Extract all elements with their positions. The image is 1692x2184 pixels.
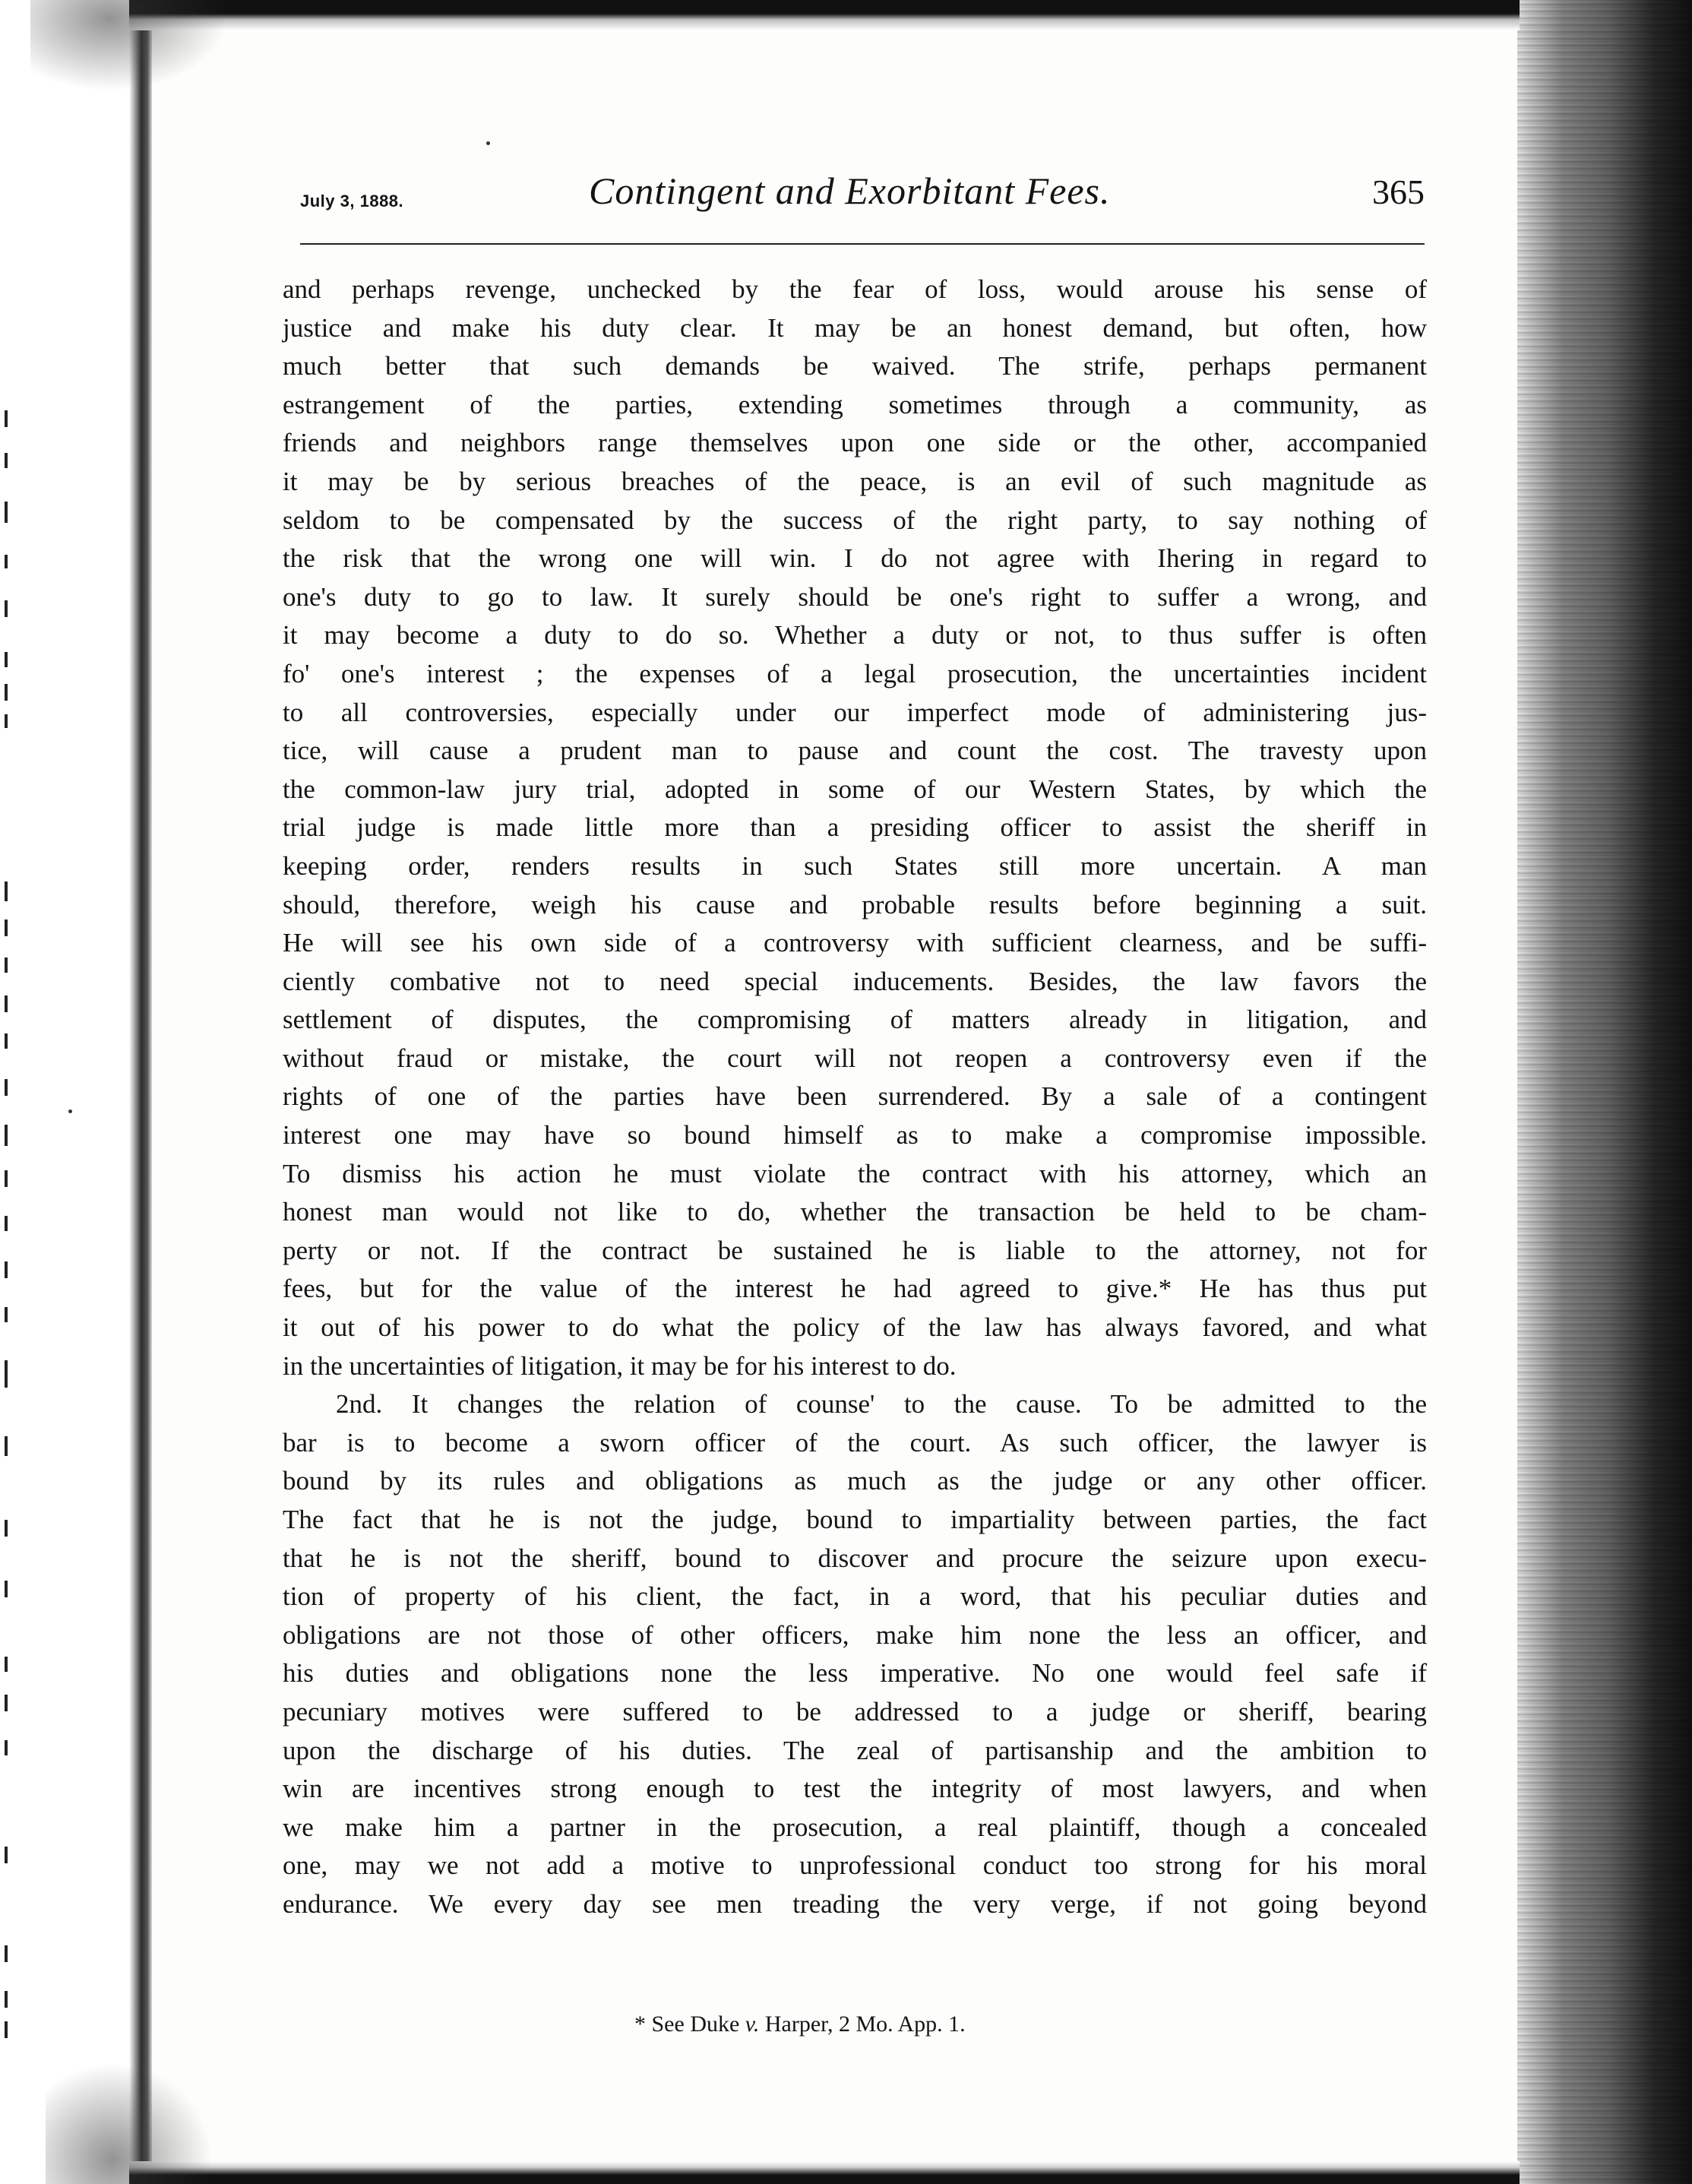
text-line: the common-law jury trial, adopted in some of our Western States, by which the <box>283 774 1427 804</box>
text-line: the risk that the wrong one will win. I do not agree with Ihering in regard to <box>283 543 1427 574</box>
text-line: perty or not. If the contract be sustained he is liable to the attorney, not for <box>283 1235 1427 1265</box>
footnote-see: See Duke <box>651 2011 740 2037</box>
body-text <box>283 271 1427 1924</box>
text-line: pecuniary motives were suffered to be addressed to a judge or sheriff, bearing <box>283 1696 1427 1727</box>
footnote <box>634 2011 966 2037</box>
text-line: without fraud or mistake, the court will not reopen a controversy even if the <box>283 1043 1427 1073</box>
text-line: upon the discharge of his duties. The zeal of partisanship and the ambition to <box>283 1735 1427 1765</box>
text-line: bar is to become a sworn officer of the court. As such officer, the lawyer is <box>283 1427 1427 1458</box>
text-line: tice, will cause a prudent man to pause and count the cost. The travesty upon <box>283 736 1427 766</box>
text-line: bound by its rules and obligations as much as the judge or any other officer. <box>283 1466 1427 1496</box>
header-title: Contingent and Exorbitant Fees. <box>589 169 1111 212</box>
text-line: trial judge is made little more than a presiding officer to assist the sheriff in <box>283 812 1427 843</box>
text-line: obligations are not those of other officers, make him none the less an officer, and <box>283 1619 1427 1650</box>
text-line: one's duty to go to law. It surely should be one's right to suffer a wrong, and <box>283 581 1427 612</box>
corner-smudge <box>30 0 228 91</box>
header-rule <box>300 243 1425 245</box>
text-line: it may be by serious breaches of the peace, is an evil of such magnitude as <box>283 466 1427 496</box>
corner-smudge <box>46 2062 213 2184</box>
text-line: interest one may have so bound himself as to make a compromise impossible. <box>283 1120 1427 1151</box>
text-line: and perhaps revenge, unchecked by the fear of loss, would arouse his sense of <box>283 274 1427 304</box>
text-line: tion of property of his client, the fact, in a word, that his peculiar duties and <box>283 1581 1427 1612</box>
header-date: July 3, 1888. <box>300 191 404 210</box>
text-line: we make him a partner in the prosecution, a real plaintiff, though a concealed <box>283 1812 1427 1842</box>
text-line: should, therefore, weigh his cause and probable results before beginning a suit. <box>283 889 1427 919</box>
text-line: He will see his own side of a controversy with sufficient clearness, and be suffi- <box>283 928 1427 958</box>
footnote-citation: Harper, 2 Mo. App. 1. <box>764 2011 966 2037</box>
top-page-edge <box>129 0 1520 30</box>
text-line: keeping order, renders results in such States still more uncertain. A man <box>283 850 1427 881</box>
text-line: it may become a duty to do so. Whether a duty or not, to thus suffer is often <box>283 620 1427 650</box>
text-line: win are incentives strong enough to test the integrity of most lawyers, and when <box>283 1774 1427 1804</box>
text-line: in the uncertainties of litigation, it may be for his interest to do. <box>283 1350 957 1381</box>
text-line: settlement of disputes, the compromising of matters already in litigation, and <box>283 1005 1427 1035</box>
bottom-page-edge <box>129 2161 1520 2184</box>
text-line: seldom to be compensated by the success of the right party, to say nothing of <box>283 505 1427 535</box>
text-line: fo' one's interest ; the expenses of a legal prosecution, the uncertainties incident <box>283 658 1427 688</box>
text-line: fees, but for the value of the interest he had agreed to give.* He has thus put <box>283 1274 1427 1304</box>
text-line: much better that such demands be waived. The strife, perhaps permanent <box>283 351 1427 381</box>
footnote-versus: v. <box>745 2011 760 2037</box>
stray-mark <box>486 141 490 145</box>
text-line: rights of one of the parties have been surrendered. By a sale of a contingent <box>283 1081 1427 1112</box>
running-header <box>300 169 1425 229</box>
text-line: estrangement of the parties, extending sometimes through a community, as <box>283 389 1427 419</box>
right-page-edge <box>1517 0 1692 2184</box>
footnote-marker: * <box>634 2011 646 2037</box>
text-line: his duties and obligations none the less imperative. No one would feel safe if <box>283 1658 1427 1689</box>
text-line: it out of his power to do what the policy of the law has always favored, and what <box>283 1312 1427 1343</box>
text-line: To dismiss his action he must violate the contract with his attorney, which an <box>283 1158 1427 1189</box>
text-line: ciently combative not to need special inducements. Besides, the law favors the <box>283 966 1427 996</box>
text-line: endurance. We every day see men treading the very verge, if not going beyond <box>283 1888 1427 1919</box>
text-line: 2nd. It changes the relation of counse' to the cause. To be admitted to the <box>336 1389 1427 1420</box>
text-line: that he is not the sheriff, bound to discover and procure the seizure upon execu- <box>283 1543 1427 1573</box>
left-margin-marks <box>0 0 30 2184</box>
text-line: friends and neighbors range themselves upon one side or the other, accompanied <box>283 428 1427 458</box>
text-line: to all controversies, especially under our imperfect mode of administering jus- <box>283 697 1427 727</box>
text-line: justice and make his duty clear. It may be an honest demand, but often, how <box>283 312 1427 343</box>
text-line: The fact that he is not the judge, bound to impartiality between parties, the fact <box>283 1505 1427 1534</box>
page-number: 365 <box>1372 173 1425 211</box>
stray-mark <box>68 1109 72 1113</box>
text-line: honest man would not like to do, whether the transaction be held to be cham- <box>283 1197 1427 1227</box>
text-line: one, may we not add a motive to unprofessional conduct too strong for his moral <box>283 1850 1427 1881</box>
